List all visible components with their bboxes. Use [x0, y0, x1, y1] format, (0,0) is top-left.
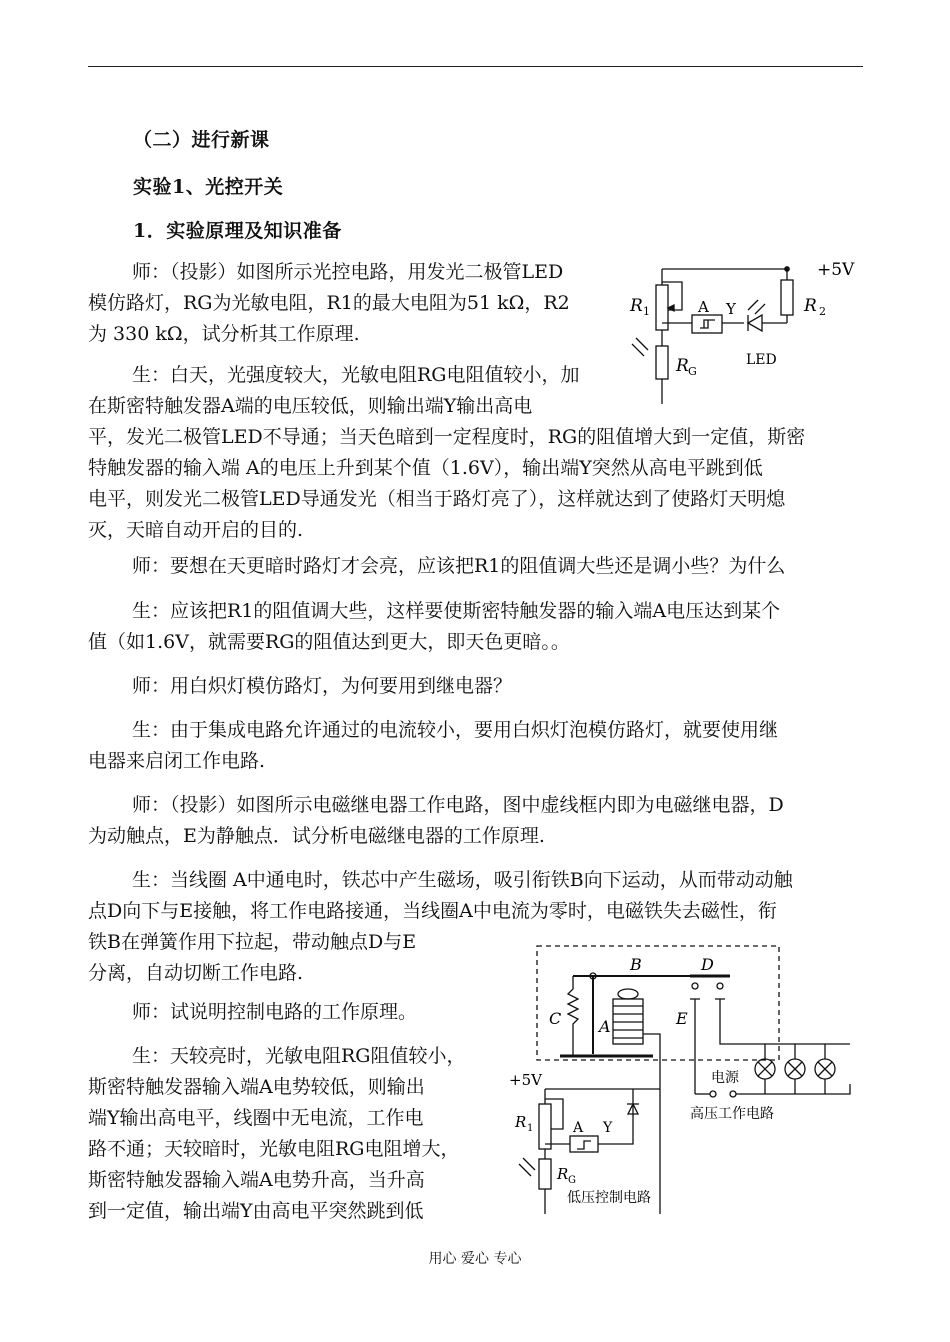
text-line: 生：白天，光强度较大，光敏电阻RG电阻值较小，加 — [132, 364, 580, 386]
paragraph-teacher-1 — [88, 257, 618, 350]
terminal-icon — [692, 983, 698, 989]
vcc-label: +5V — [509, 1071, 542, 1089]
hysteresis-icon — [577, 1141, 591, 1149]
low-voltage-label: 低压控制电路 — [567, 1190, 651, 1206]
rg-sub: G — [568, 1175, 576, 1186]
text-line: 电器来启闭工作电路. — [88, 750, 266, 772]
b-label: B — [630, 955, 642, 974]
high-voltage-wire — [736, 1084, 850, 1094]
text-line: 特触发器的输入端 A的电压上升到某个值（1.6V），输出端Y突然从高电平跳到低 — [88, 457, 763, 479]
text-line: 到一定值，输出端Y由高电平突然跳到低 — [88, 1200, 424, 1222]
incoming-light-icon — [519, 1164, 531, 1176]
page-footer: 用心 爱心 专心 — [428, 1251, 522, 1267]
source-terminal-icon — [730, 1091, 736, 1097]
text-line: 模仿路灯，RG为光敏电阻，R1的最大电阻为51 kΩ，R2 — [88, 292, 570, 314]
text-line: 师：用白炽灯模仿路灯，为何要用到继电器？ — [132, 675, 513, 697]
coil-windings-icon — [613, 1006, 643, 1038]
lamp-cross-icon — [788, 1062, 802, 1076]
r1-sub: 1 — [643, 305, 650, 318]
light-control-circuit-figure — [622, 258, 870, 410]
r1-sub: 1 — [527, 1123, 534, 1134]
rg-label: R — [557, 1165, 569, 1183]
source-label: 电源 — [711, 1070, 739, 1086]
relay-circuit-figure — [505, 944, 863, 1216]
text-line: 铁B在弹簧作用下拉起，带动触点D与E — [88, 931, 417, 953]
text-line: 在斯密特触发器A端的电压较低，则输出端Y输出高电 — [88, 395, 533, 417]
text-line: 师：（投影）如图所示电磁继电器工作电路，图中虚线框内即为电磁继电器，D — [132, 794, 784, 816]
text-line: 电平，则发光二极管LED导通发光（相当于路灯亮了），这样就达到了使路灯天明熄 — [88, 488, 786, 510]
lamp-cross-icon — [758, 1062, 772, 1076]
r2-resistor — [781, 280, 793, 315]
experiment-heading: 实验1、光控开关 — [133, 176, 284, 198]
source-terminal-icon — [710, 1091, 716, 1097]
rg-resistor — [539, 1159, 551, 1189]
text-line: 为 330 kΩ，试分析其工作原理. — [88, 323, 360, 345]
text-line: 点D向下与E接触，将工作电路接通，当线圈A中电流为零时，电磁铁失去磁性，衔 — [88, 900, 777, 922]
text-line: 为动触点，E为静触点．试分析电磁继电器的工作原理. — [88, 825, 545, 847]
rg-sub: G — [688, 365, 697, 378]
r2-label: R — [804, 296, 817, 316]
a-label: A — [698, 298, 709, 316]
paragraph-student-2 — [88, 596, 868, 658]
text-line: 生：天较亮时，光敏电阻RG阻值较小， — [132, 1045, 466, 1067]
hysteresis-icon — [700, 320, 715, 328]
text-line: 路不通；天较暗时，光敏电阻RG电阻增大， — [88, 1138, 460, 1160]
a-label: A — [573, 1120, 584, 1136]
text-line: 平，发光二极管LED不导通；当天色暗到一定程度时，RG的阻值增大到一定值，斯密 — [88, 426, 806, 448]
paragraph-teacher-4 — [88, 790, 868, 852]
header-rule — [88, 66, 863, 67]
rg-label: R — [676, 356, 689, 376]
incoming-light-icon — [523, 1158, 535, 1170]
paragraph-teacher-3 — [88, 671, 868, 702]
section-heading: （二）进行新课 — [133, 129, 270, 151]
text-line: 生：应该把R1的阻值调大些，这样要使斯密特触发器的输入端A电压达到某个 — [132, 600, 781, 622]
paragraph-teacher-2 — [88, 551, 868, 582]
r1-label: R — [515, 1113, 527, 1131]
terminal-icon — [717, 983, 723, 989]
y-label: Y — [603, 1120, 613, 1136]
principle-heading: 1．实验原理及知识准备 — [133, 220, 342, 242]
text-line: 灭，天暗自动开启的目的. — [88, 519, 304, 541]
d-label: D — [701, 955, 714, 974]
c-label: C — [549, 1009, 562, 1028]
r2-sub: 2 — [819, 305, 826, 318]
text-line: 师：试说明控制电路的工作原理。 — [132, 1001, 418, 1023]
a-label: A — [599, 1017, 611, 1036]
text-line: 斯密特触发器输入端A电势较低，则输出 — [88, 1076, 425, 1098]
text-line: 师：要想在天更暗时路灯才会亮，应该把R1的阻值调大些还是调小些？为什么 — [132, 555, 786, 577]
text-line: 生：由于集成电路允许通过的电流较小，要用白炽灯泡模仿路灯，就要使用继 — [132, 719, 779, 741]
r1-resistor — [539, 1104, 551, 1149]
contact-e — [690, 999, 700, 1094]
schmitt-trigger-box — [692, 315, 722, 333]
lamp-cross-icon — [818, 1062, 832, 1076]
led-label: LED — [746, 352, 777, 368]
vcc-label: +5V — [817, 260, 855, 280]
text-line: 生：当线圈 A中通电时，铁芯中产生磁场，吸引衔铁B向下运动，从而带动动触 — [132, 869, 793, 891]
light-ray-icon — [748, 300, 758, 310]
text-line: 师：（投影）如图所示光控电路，用发光二极管LED — [132, 261, 564, 283]
text-line: 值（如1.6V，就需要RG的阻值达到更大，即天色更暗。。 — [88, 631, 570, 653]
contact-d-terminal — [715, 999, 850, 1044]
text-line: 分离，自动切断工作电路. — [88, 962, 304, 984]
high-voltage-label: 高压工作电路 — [690, 1106, 774, 1122]
coil-core-icon — [618, 989, 638, 999]
paragraph-teacher-5 — [88, 997, 508, 1028]
y-label: Y — [726, 300, 736, 318]
e-label: E — [676, 1009, 688, 1028]
rg-resistor — [656, 346, 668, 379]
paragraph-student-3 — [88, 715, 868, 777]
light-ray-icon — [755, 304, 765, 314]
paragraph-student-5 — [88, 1041, 508, 1227]
led-icon — [748, 315, 762, 331]
incoming-light-icon — [632, 344, 644, 356]
spring-c-icon — [568, 976, 578, 1056]
r1-label: R — [630, 296, 643, 316]
text-line: 端Y输出高电平，线圈中无电流，工作电 — [88, 1107, 424, 1129]
coil-wire — [643, 1034, 660, 1214]
text-line: 斯密特触发器输入端A电势升高，当升高 — [88, 1169, 425, 1191]
incoming-light-icon — [636, 338, 648, 350]
